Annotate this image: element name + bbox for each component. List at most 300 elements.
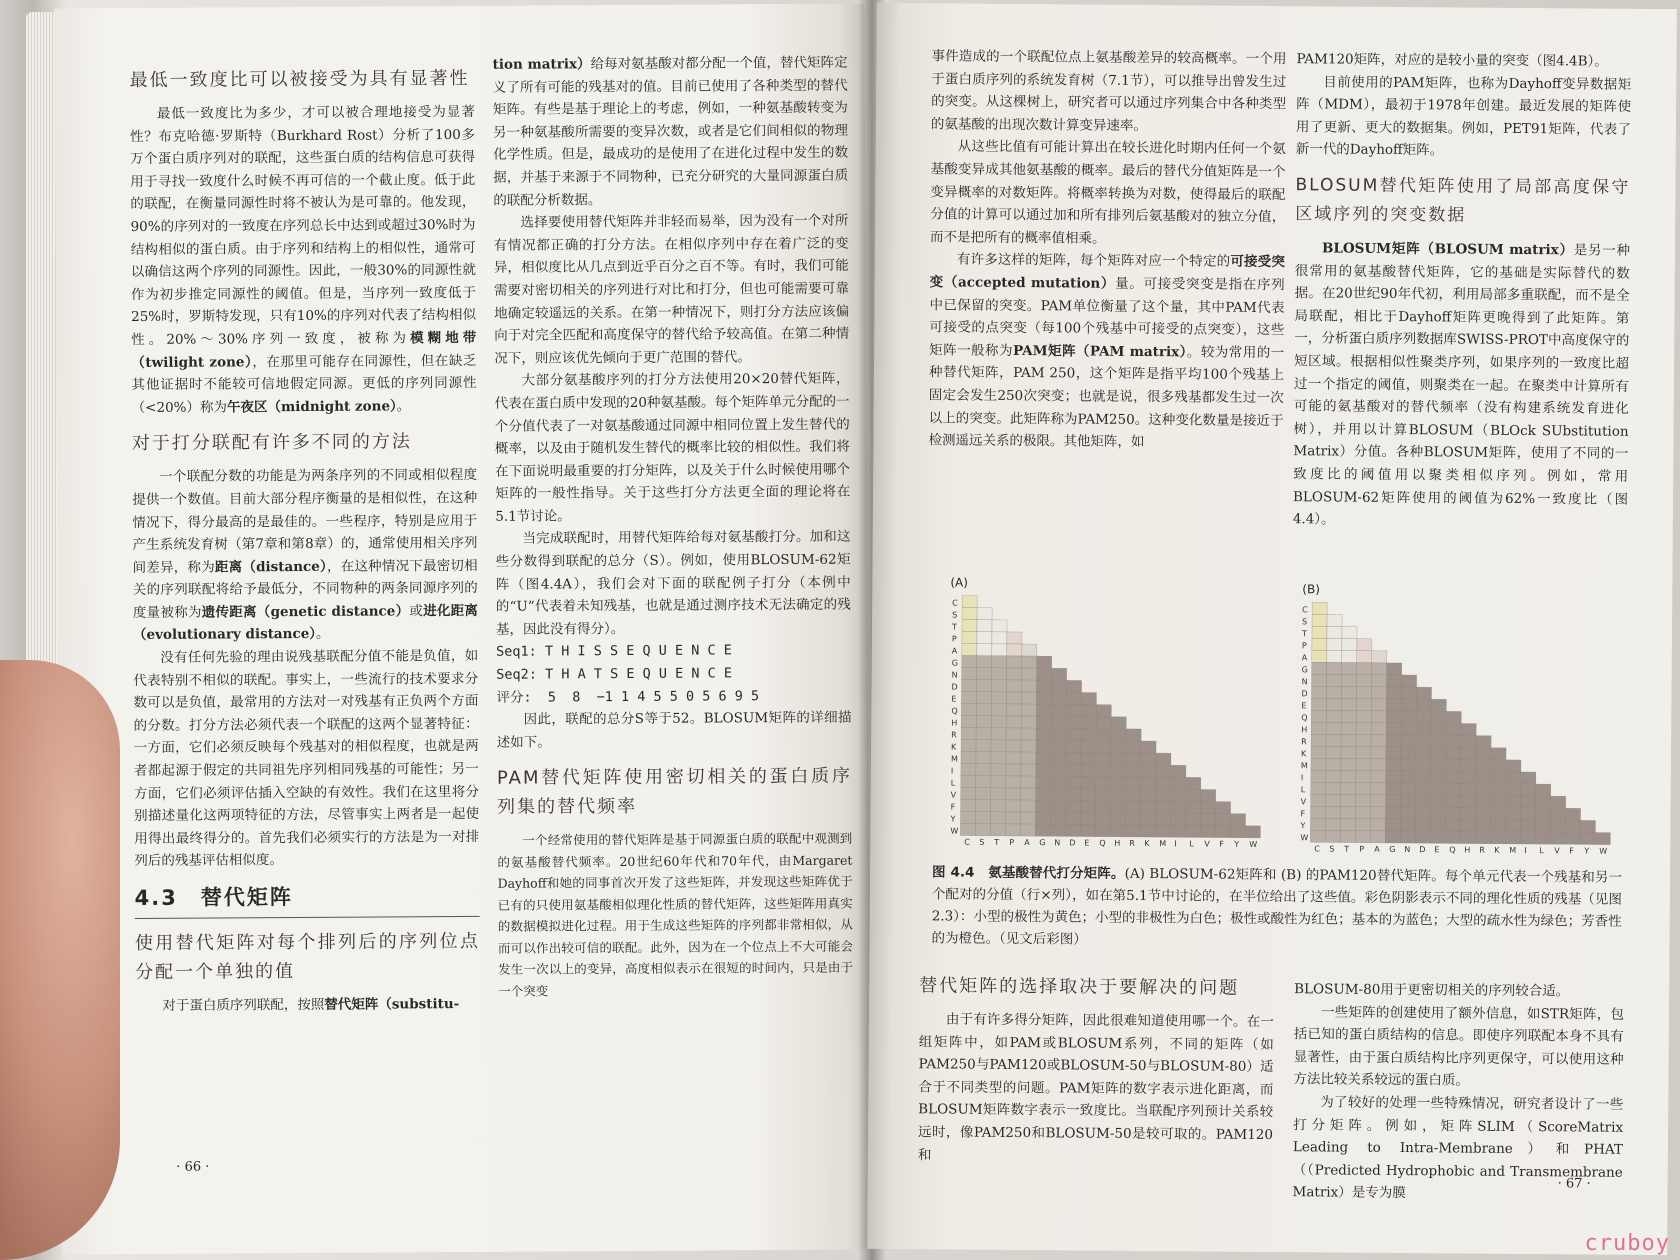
matrix-cell	[992, 644, 1007, 656]
matrix-cell	[1416, 783, 1431, 795]
term-evolutionary-distance: 进化距离（evolutionary distance）	[132, 602, 478, 644]
matrix-cell	[992, 632, 1007, 644]
matrix-cell	[1356, 759, 1371, 771]
matrix-cell	[1491, 760, 1506, 772]
matrix-cell	[1371, 723, 1386, 735]
matrix-cell	[1126, 801, 1141, 813]
term-distance: 距离（distance）	[214, 558, 328, 576]
matrix-cell	[1446, 747, 1461, 759]
matrix-cell	[1431, 759, 1446, 771]
matrix-cell	[1431, 783, 1446, 795]
matrix-cell	[1022, 644, 1037, 656]
matrix-cell	[1066, 764, 1081, 776]
matrix-cell	[1385, 819, 1400, 831]
matrix-cell	[1505, 820, 1520, 832]
matrix-cell	[1310, 830, 1325, 842]
paragraph: 选择要使用替代矩阵并非轻而易举，因为没有一个对所有情况都正确的打分方法。在相似序列中存在着广泛的变异，相似度比从几点到近乎百分之百不等。有时，我们可能需要对密切相关的序列进行对比和打分，但也可能需要可靠地确定较遥远的关系。在第一种情况下，则打分方法应该偏向于对完全匹配和高度保守的替代给予较高值。在第二种情况下，则应该优先倾向于更广范围的替代。	[493, 212, 850, 367]
matrix-cell	[960, 824, 975, 836]
matrix-cell	[1230, 826, 1245, 838]
row-label: H	[1301, 725, 1308, 735]
matrix-cell	[1356, 807, 1371, 819]
matrix-cell	[1035, 812, 1050, 824]
matrix-cell	[962, 596, 977, 608]
column-label: L	[1189, 839, 1194, 849]
term-blosum-matrix: BLOSUM矩阵（BLOSUM matrix）	[1321, 240, 1574, 259]
text: 是另一种很常用的氨基酸替代矩阵，它的基础是实际替代的数据。在20世纪90年代初，利用局部多重联配，而不是全局联配，相比于Dayhoff矩阵更晚得到了此矩阵。第一，分析蛋白质序列数据库SWISS-PROT中高度保守的短区域。根据相似性聚类序列，如果序列的一致度比超过一个指定的阈值，则聚类在一起。在聚类中计算所有可能的氨基酸对的替代频率（没有构建系统发育进化树），并用以计算BLOSUM（BLOck SUbstitution Matrix）分值。各种BLOSUM矩阵，使用了不同的一致度比的阈值用以聚类相似序列。例如，常用BLOSUM-62矩阵使用的阈值为62%一致度比（图4.4）。	[1292, 242, 1631, 528]
matrix-cell	[1007, 644, 1022, 656]
matrix-cell	[961, 752, 976, 764]
matrix-cell	[1006, 800, 1021, 812]
row-label: P	[1301, 641, 1307, 651]
matrix-cell	[962, 644, 977, 656]
matrix-cell	[1386, 747, 1401, 759]
column-label: R	[1479, 845, 1485, 855]
paragraph: 目前使用的PAM矩阵，也称为Dayhoff变异数据矩阵（MDM），最初于1978年创建。最近发展的矩阵使用了更新、更大的数据集。例如，PET91矩阵，代表了新一代的Dayhoff矩阵。	[1295, 73, 1632, 159]
matrix-cell	[1387, 663, 1402, 675]
matrix-cell	[1035, 824, 1050, 836]
matrix-cell	[1341, 711, 1356, 723]
matrix-cell	[1021, 704, 1036, 716]
matrix-cell	[1371, 759, 1386, 771]
matrix-cell	[1357, 663, 1372, 675]
matrix-cell	[1476, 748, 1491, 760]
matrix-cell	[1401, 687, 1416, 699]
matrix-cell	[1311, 698, 1326, 710]
matrix-cell	[1051, 752, 1066, 764]
matrix-cell	[1020, 812, 1035, 824]
matrix-cell	[990, 812, 1005, 824]
matrix-cell	[1340, 819, 1355, 831]
matrix-cell	[1126, 789, 1141, 801]
column-label: V	[1204, 839, 1210, 849]
matrix-cell	[1201, 789, 1216, 801]
matrix-cell	[992, 620, 1007, 632]
matrix-cell	[991, 728, 1006, 740]
matrix-cell	[1140, 825, 1155, 837]
matrix-cell	[1081, 753, 1096, 765]
matrix-cell	[1341, 687, 1356, 699]
matrix-cell	[1036, 740, 1051, 752]
matrix-cell	[1111, 765, 1126, 777]
matrix-cell	[976, 740, 991, 752]
matrix-cell	[1446, 711, 1461, 723]
matrix-cell	[1007, 656, 1022, 668]
matrix-cell	[1066, 692, 1081, 704]
matrix-cell	[1431, 699, 1446, 711]
text: 对于蛋白质序列联配，按照	[162, 996, 325, 1014]
matrix-cell	[1490, 820, 1505, 832]
row-label: P	[951, 634, 957, 644]
matrix-cell	[1021, 752, 1036, 764]
matrix-cell	[961, 716, 976, 728]
watermark: cruboy	[1584, 1231, 1670, 1256]
matrix-cell	[1551, 796, 1566, 808]
row-label: N	[951, 670, 958, 680]
matrix-cell	[1372, 651, 1387, 663]
matrix-cell	[1022, 656, 1037, 668]
matrix-cell	[1491, 796, 1506, 808]
matrix-cell	[1327, 650, 1342, 662]
column-label: Y	[1234, 839, 1240, 849]
matrix-cell	[1356, 783, 1371, 795]
matrix-cell	[1006, 740, 1021, 752]
matrix-cell	[1096, 789, 1111, 801]
matrix-cell	[1326, 746, 1341, 758]
matrix-cell	[1311, 686, 1326, 698]
column-label: G	[1389, 844, 1396, 854]
matrix-cell	[961, 764, 976, 776]
matrix-cell	[1021, 680, 1036, 692]
matrix-cell	[1521, 796, 1536, 808]
matrix-cell	[1446, 771, 1461, 783]
matrix-cell	[1021, 692, 1036, 704]
matrix-cell	[961, 800, 976, 812]
matrix-cell	[1342, 675, 1357, 687]
paragraph	[1293, 237, 1630, 533]
column-label: S	[979, 837, 985, 847]
matrix-cell	[962, 668, 977, 680]
row-label: V	[1300, 797, 1307, 807]
matrix-cell	[1431, 711, 1446, 723]
matrix-cell	[1356, 723, 1371, 735]
column-label: N	[1054, 838, 1061, 848]
matrix-cell	[1111, 801, 1126, 813]
matrix-cell	[1401, 759, 1416, 771]
matrix-cell	[1401, 795, 1416, 807]
caption-title: 氨基酸替代打分矩阵。	[988, 864, 1125, 882]
row-label: S	[1302, 617, 1308, 627]
matrix-cell	[1326, 698, 1341, 710]
matrix-cell	[1416, 711, 1431, 723]
matrix-cell	[1051, 704, 1066, 716]
matrix-cell	[1341, 795, 1356, 807]
row-label: G	[1301, 665, 1308, 675]
matrix-cell	[1312, 602, 1327, 614]
matrix-cell	[1386, 807, 1401, 819]
matrix-cell	[1141, 777, 1156, 789]
matrix-cell	[1311, 770, 1326, 782]
matrix-cell	[1006, 692, 1021, 704]
matrix-cell	[1341, 807, 1356, 819]
matrix-cell	[1081, 693, 1096, 705]
matrix-cell	[1325, 818, 1340, 830]
matrix-cell	[1400, 831, 1415, 843]
matrix-cell	[1416, 807, 1431, 819]
matrix-cell	[1460, 831, 1475, 843]
matrix-cell	[1356, 747, 1371, 759]
matrix-cell	[1021, 740, 1036, 752]
matrix-cell	[1200, 813, 1215, 825]
matrix-cell	[991, 776, 1006, 788]
matrix-cell	[1341, 759, 1356, 771]
matrix-cell	[1245, 826, 1260, 838]
matrix-cell	[1311, 758, 1326, 770]
matrix-cell	[1036, 776, 1051, 788]
matrix-cell	[1096, 801, 1111, 813]
matrix-cell	[1371, 687, 1386, 699]
matrix-cell	[1461, 723, 1476, 735]
row-label: G	[951, 658, 958, 668]
matrix-cell	[1021, 776, 1036, 788]
matrix-cell	[1566, 808, 1581, 820]
matrix-cell	[1036, 728, 1051, 740]
term-substitution-matrix-cont: tion matrix）	[492, 56, 591, 73]
matrix-cell	[1460, 819, 1475, 831]
matrix-cell	[1312, 650, 1327, 662]
matrix-cell	[1431, 771, 1446, 783]
row-label: K	[1300, 749, 1307, 759]
matrix-cell	[1521, 772, 1536, 784]
matrix-cell	[1066, 680, 1081, 692]
row-label: T	[1301, 629, 1307, 639]
paragraph: 因此，联配的总分S等于52。BLOSUM矩阵的详细描述如下。	[496, 709, 852, 751]
paragraph: 为了较好的处理一些特殊情况，研究者设计了一些打分矩阵。例如，矩阵SLIM（ScoreMatrix Leading to Intra-Membrane）和PHAT（（Predicted Hydrophobic and Transmembrane Matrix）是专为膜	[1292, 1094, 1624, 1202]
term-twilight-zone: 模糊地带（twilight zone）	[131, 329, 477, 371]
text: 量。可接受突变是指在序列中已保留的突变。PAM单位衡量了这个量，其中PAM代表可接受的点突变（每100个残基中可接受的点突变），这些矩阵一般称为	[929, 275, 1285, 359]
row-label: W	[1300, 833, 1309, 843]
seq1-label: Seq1:	[496, 643, 537, 661]
text: 。较为常用的一种替代矩阵，PAM 250，这个矩阵是指平均100个残基上固定会发生250次突变；也就是说，很多残基都发生过一次以上的突变。此矩阵称为PAM250。这种变化数量是接近于检测遥远关系的极限。其他矩阵，如	[928, 344, 1285, 451]
right-column-1	[928, 45, 1286, 454]
matrix-cell	[1326, 734, 1341, 746]
matrix-cell	[1326, 794, 1341, 806]
matrix-cell	[1066, 728, 1081, 740]
column-label: K	[1494, 845, 1500, 855]
matrix-cell	[1341, 783, 1356, 795]
matrix-cell	[1551, 808, 1566, 820]
matrix-cell	[1327, 614, 1342, 626]
matrix-cell	[1371, 711, 1386, 723]
row-label: D	[951, 682, 958, 692]
matrix-cell	[1595, 833, 1610, 845]
matrix-cell	[1036, 788, 1051, 800]
matrix-cell	[1550, 832, 1565, 844]
matrix-cell	[1491, 808, 1506, 820]
matrix-cell	[1325, 830, 1340, 842]
matrix-cell	[1416, 699, 1431, 711]
matrix-cell	[1416, 771, 1431, 783]
matrix-cell	[1140, 813, 1155, 825]
matrix-cell	[1387, 675, 1402, 687]
matrix-cell	[1051, 728, 1066, 740]
matrix-cell	[1111, 777, 1126, 789]
right-bottom-column-2	[1292, 978, 1624, 1207]
row-label: H	[951, 718, 958, 728]
matrix-cell	[1215, 814, 1230, 826]
matrix-cell	[976, 704, 991, 716]
paragraph: 一个经常使用的替代矩阵是基于同源蛋白质的联配中观测到的氨基酸替代频率。20世纪60年代和70年代，由Margaret Dayhoff和她的同事首次开发了这些矩阵，并发现这些矩阵优于已有的只使用氨基酸相似理化性质的替代矩阵，这些矩阵用真实的数据模拟进化过程。用于生成这些矩阵的序列都非常相似，从而可以作出较可信的联配。此外，因为在一个位点上不大可能会发生一次以上的变异，高度相似表示在很短的时间内，只是由于一个突变	[497, 831, 854, 999]
matrix-cell	[1171, 765, 1186, 777]
matrix-cell	[1506, 784, 1521, 796]
caption-label: 图 4.4	[932, 864, 975, 881]
score-values: 5 8 −1 1 4 5 5 0 5 6 9 5	[547, 687, 760, 706]
matrix-cell	[1007, 632, 1022, 644]
matrix-cell	[1311, 722, 1326, 734]
matrix-cell	[1110, 825, 1125, 837]
matrix-cell	[1095, 825, 1110, 837]
matrix-cell	[1372, 663, 1387, 675]
matrix-cell	[1126, 729, 1141, 741]
heading-pam: PAM替代矩阵使用密切相关的蛋白质序列集的替代频率	[496, 766, 852, 819]
matrix-cell	[1356, 795, 1371, 807]
row-label: R	[1301, 737, 1307, 747]
matrix-cell	[1036, 800, 1051, 812]
matrix-cell	[1036, 752, 1051, 764]
matrix-cell	[1385, 831, 1400, 843]
matrix-cell	[992, 656, 1007, 668]
matrix-cell	[960, 812, 975, 824]
term-genetic-distance: 遗传距离（genetic distance）	[201, 603, 410, 621]
matrix-cell	[1461, 771, 1476, 783]
left-column-2	[492, 52, 853, 1003]
matrix-cell	[1080, 813, 1095, 825]
matrix-cell	[1126, 753, 1141, 765]
matrix-cell	[1461, 807, 1476, 819]
matrix-cell	[976, 716, 991, 728]
matrix-cell	[1111, 789, 1126, 801]
matrix-cell	[1416, 747, 1431, 759]
matrix-cell	[1312, 662, 1327, 674]
matrix-cell	[1565, 832, 1580, 844]
matrix-cell	[1312, 626, 1327, 638]
matrix-cell	[1341, 747, 1356, 759]
text: 最低一致度比为多少，才可以被合理地接受为显著性？布克哈德·罗斯特（Burkhard Rost）分析了100多万个蛋白质序列对的联配，这些蛋白质的结构信息可获得用于寻找一致度什么时候不再可信的一个截止度。低于此的联配，在衡量同源性时将不被认为是可靠的。他发现，90%的序列对的一致度在序列总长中达到或超过30%时为结构相似的蛋白质。由于序列和结构上的相似性，通常可以确信这两个序列的同源性。因此，一般30%的同源性就作为初步推定同源性的阈值。但是，当序列一致度低于25%时，罗斯特发现，只有10%的序列对代表了结构相似性。20%～30%序列一致度，被称为	[129, 103, 477, 348]
paragraph: 由于有许多得分矩阵，因此很难知道使用哪一个。在一组矩阵中，如PAM或BLOSUM系列，不同的矩阵（如PAM250与PAM120或BLOSUM-50与BLOSUM-80）适合于不同类型的问题。PAM矩阵的数字表示进化距离，而BLOSUM矩阵数字表示一致度比。当联配序列预计关系较远时，像PAM250和BLOSUM-50是较可取的。PAM120和	[917, 1011, 1274, 1163]
row-label: T	[951, 622, 957, 632]
matrix-cell	[1186, 777, 1201, 789]
matrix-cell	[1476, 796, 1491, 808]
matrix-cell	[1066, 752, 1081, 764]
paragraph: 从这些比值有可能计算出在较长进化时期内任何一个氨基酸变异成其他氨基酸的概率。最后的替代分值矩阵是一个变异概率的对数矩阵。将概率转换为对数，使得最后的联配分值的计算可以通过加和所有排列后氨基酸对的独立分值，而不是把所有的概率值相乘。	[930, 138, 1286, 247]
column-label: A	[1374, 844, 1380, 854]
text: 。	[315, 626, 330, 643]
matrix-cell	[962, 620, 977, 632]
matrix-cell	[1065, 824, 1080, 836]
matrix-cell	[990, 824, 1005, 836]
matrix-cell	[1006, 788, 1021, 800]
column-label: A	[1024, 838, 1030, 848]
matrix-cell	[1051, 680, 1066, 692]
matrix-cell	[1126, 777, 1141, 789]
text: ，在那里可能存在同源性，但在缺乏其他证据时不能较可信地假定同源。更低的序列同源性（<20%）称为	[131, 352, 477, 416]
matrix-cell	[1021, 788, 1036, 800]
matrix-cell	[1326, 806, 1341, 818]
matrix-cell	[1021, 800, 1036, 812]
matrix-cell	[1386, 783, 1401, 795]
matrix-cell	[1006, 752, 1021, 764]
column-label: T	[1344, 844, 1350, 854]
matrix-cell	[1327, 662, 1342, 674]
matrix-cell	[1356, 735, 1371, 747]
matrix-cell	[1141, 765, 1156, 777]
matrix-cell	[991, 680, 1006, 692]
matrix-cell	[961, 680, 976, 692]
matrix-cell	[1371, 747, 1386, 759]
matrix-cell	[1371, 735, 1386, 747]
matrix-cell	[1431, 807, 1446, 819]
heading-min-identity: 最低一致度比可以被接受为具有显著性	[129, 67, 470, 92]
row-label: Y	[950, 814, 956, 824]
matrix-cell	[1036, 704, 1051, 716]
column-label: Y	[1584, 846, 1590, 856]
matrix-cell	[1111, 741, 1126, 753]
matrix-cell	[1020, 824, 1035, 836]
matrix-cell	[991, 764, 1006, 776]
matrix-cell	[991, 800, 1006, 812]
term-midnight-zone: 午夜区（midnight zone）	[226, 398, 397, 416]
matrix-cell	[1356, 699, 1371, 711]
matrix-cell	[976, 788, 991, 800]
matrix-cell	[1216, 802, 1231, 814]
matrix-cell	[1506, 808, 1521, 820]
section-title: 4.3 替代矩阵	[135, 885, 480, 919]
paragraph	[492, 52, 848, 212]
column-label: H	[1464, 845, 1471, 855]
matrix-cell	[1156, 777, 1171, 789]
matrix-cell	[1111, 717, 1126, 729]
blosum62-matrix	[948, 593, 1270, 852]
matrix-cell	[1535, 832, 1550, 844]
matrix-cell	[1326, 770, 1341, 782]
alignment-example	[496, 639, 851, 709]
matrix-cell	[1520, 832, 1535, 844]
matrix-cell	[1491, 784, 1506, 796]
matrix-cell	[1416, 735, 1431, 747]
matrix-cell	[977, 656, 992, 668]
pam120-matrix	[1298, 600, 1618, 858]
matrix-cell	[1311, 806, 1326, 818]
matrix-cell	[1110, 813, 1125, 825]
matrix-cell	[1461, 747, 1476, 759]
matrix-cell	[1327, 638, 1342, 650]
matrix-cell	[1141, 801, 1156, 813]
matrix-cell	[1051, 776, 1066, 788]
matrix-cell	[1037, 668, 1052, 680]
row-label: E	[951, 694, 957, 704]
matrix-cell	[1081, 717, 1096, 729]
matrix-cell	[1521, 784, 1536, 796]
matrix-cell	[1096, 765, 1111, 777]
matrix-cell	[1490, 832, 1505, 844]
matrix-cell	[976, 752, 991, 764]
matrix-cell	[1006, 728, 1021, 740]
column-label: K	[1144, 839, 1150, 849]
row-label: M	[950, 754, 958, 764]
matrix-cell	[961, 788, 976, 800]
matrix-cell	[976, 800, 991, 812]
matrix-cell	[1081, 789, 1096, 801]
matrix-cell	[1416, 723, 1431, 735]
matrix-cell	[1155, 813, 1170, 825]
text: 。	[396, 398, 411, 415]
column-label: P	[1009, 837, 1015, 847]
row-label: E	[1301, 701, 1307, 711]
matrix-cell	[1370, 819, 1385, 831]
matrix-cell	[1036, 692, 1051, 704]
matrix-cell	[1431, 747, 1446, 759]
matrix-cell	[1215, 826, 1230, 838]
matrix-cell	[977, 644, 992, 656]
matrix-cell	[1311, 710, 1326, 722]
matrix-cell	[1401, 699, 1416, 711]
right-column-2	[1293, 48, 1632, 533]
paragraph	[135, 992, 480, 1017]
text: 或	[409, 603, 424, 620]
matrix-cell	[1401, 783, 1416, 795]
matrix-cell	[977, 668, 992, 680]
matrix-cell	[1430, 819, 1445, 831]
matrix-cell	[1201, 801, 1216, 813]
